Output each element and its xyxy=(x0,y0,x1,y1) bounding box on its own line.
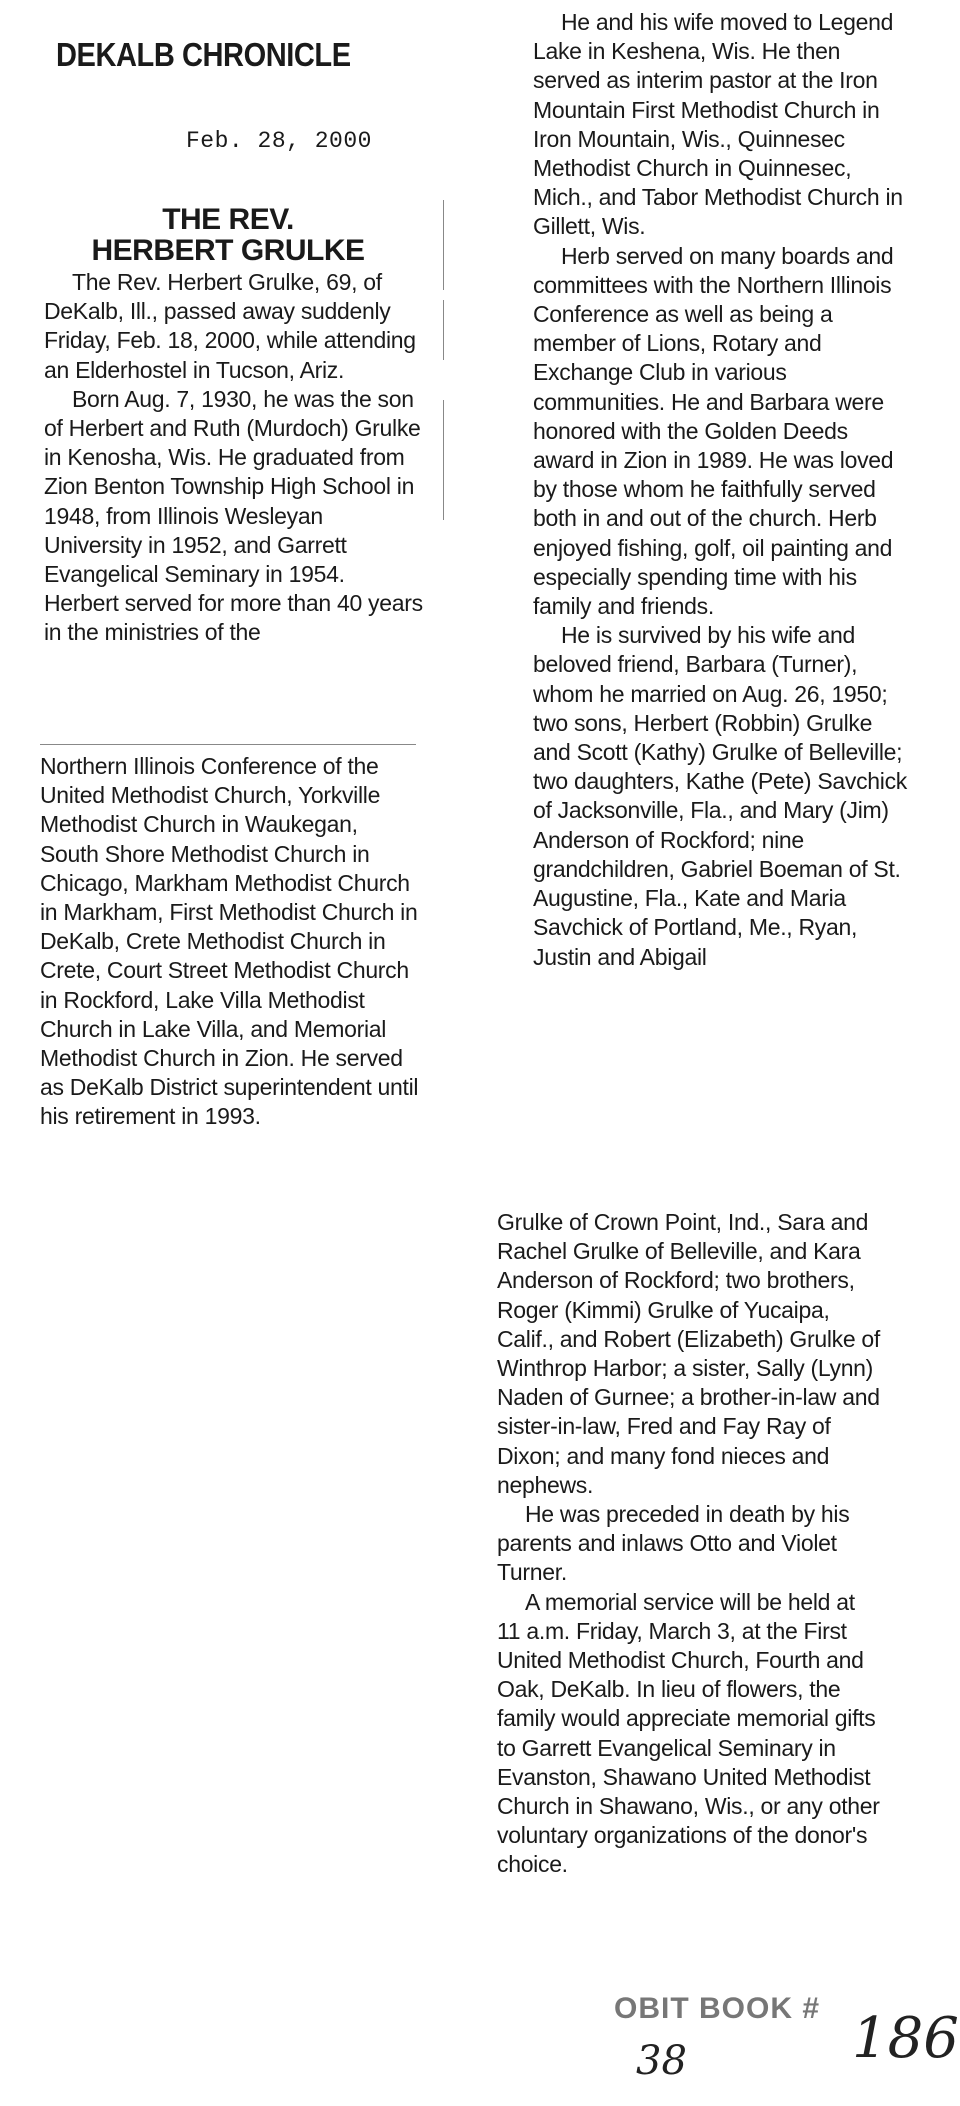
paragraph: Northern Illinois Conference of the United Methodist Church, Yorkville Methodist Church in Waukegan, South Shore Methodist Church in Chicago, Markham Methodist Church in Markham, First Methodist Church in DeKalb, Crete Methodist Church in Crete, Court Street Methodist Church in Rockford, Lake Villa Methodist Church in Lake Villa, and Memorial Methodist Church in Zion. He served as DeKalb District superintendent until his retirement in 1993. xyxy=(40,753,419,1130)
paragraph: He and his wife moved to Legend Lake in Keshena, Wis. He then served as interim pastor at the Iron Mountain First Methodist Church in Iron Mountain, Wis., Quinnesec Methodist Church in Quinnesec, Mich., and Tabor Methodist Church in Gillett, Wis. xyxy=(533,9,903,240)
paragraph: A memorial service will be held at 11 a.m. Friday, March 3, at the First United Methodist Church, Fourth and Oak, DeKalb. In lieu of flowers, the family would appreciate memorial gifts to Garrett Evangelical Seminary in Evanston, Shawano United Methodist Church in Shawano, Wis., or any other voluntary organizations of the donor's choice. xyxy=(497,1588,880,1878)
paragraph: He was preceded in death by his parents and inlaws Otto and Violet Turner. xyxy=(497,1501,850,1586)
headline-line-2: HERBERT GRULKE xyxy=(91,234,365,267)
column-divider xyxy=(443,300,444,360)
paragraph: Grulke of Crown Point, Ind., Sara and Rachel Grulke of Belleville, and Kara Anderson of Rockford; two brothers, Roger (Kimmi) Grulke of Yucaipa, Calif., and Robert (Elizabeth) Grulke of Winthrop Harbor; a sister, Sally (Lynn) Naden of Gurnee; a brother-in-law and sister-in-law, Fred and Fay Ray of Dixon; and many fond nieces and nephews. xyxy=(497,1209,881,1498)
paragraph: The Rev. Herbert Grulke, 69, of DeKalb, Ill., passed away suddenly Friday, Feb. 18, 2000, while attending an Elderhostel in Tucson, Ariz. xyxy=(44,269,416,383)
column-divider xyxy=(443,200,444,290)
column-divider xyxy=(443,400,444,520)
column-1-top xyxy=(44,268,424,648)
handwritten-number: 38 xyxy=(636,2038,687,2084)
obit-book-stamp: OBIT BOOK # xyxy=(614,1992,821,2025)
column-break-rule xyxy=(40,744,416,745)
column-1-bottom xyxy=(40,752,420,1132)
paragraph: Born Aug. 7, 1930, he was the son of Herbert and Ruth (Murdoch) Grulke in Kenosha, Wis. He graduated from Zion Benton Township High School in 1948, from Illinois Wesleyan University in 1952, and Garrett Evangelical Seminary in 1954. Herbert served for more than 40 years in the ministries of the xyxy=(44,385,423,646)
column-2-top xyxy=(533,8,908,972)
handwritten-number: 186 xyxy=(852,2006,959,2071)
column-2-bottom xyxy=(497,1208,882,1880)
dateline: Feb. 28, 2000 xyxy=(186,128,372,154)
paragraph: Herb served on many boards and committees with the Northern Illinois Conference as well as being a member of Lions, Rotary and Exchange Club in various communities. He and Barbara were honored with the Golden Deeds award in Zion in 1989. He was loved by those whom he faithfully served both in and out of the church. Herb enjoyed fishing, golf, oil painting and especially spending time with his family and friends. xyxy=(533,242,894,620)
paragraph: He is survived by his wife and beloved friend, Barbara (Turner), whom he married on Aug. 26, 1950; two sons, Herbert (Robbin) Grulke and Scott (Kathy) Grulke of Belleville; two daughters, Kathe (Pete) Savchick of Jacksonville, Fla., and Mary (Jim) Anderson of Rockford; nine grandchildren, Gabriel Boeman of St. Augustine, Fla., Kate and Maria Savchick of Portland, Me., Ryan, Justin and Abigail xyxy=(533,622,908,970)
masthead: DEKALB CHRONICLE xyxy=(56,36,351,73)
headline-line-1: THE REV. xyxy=(162,203,294,236)
headline xyxy=(48,204,408,266)
